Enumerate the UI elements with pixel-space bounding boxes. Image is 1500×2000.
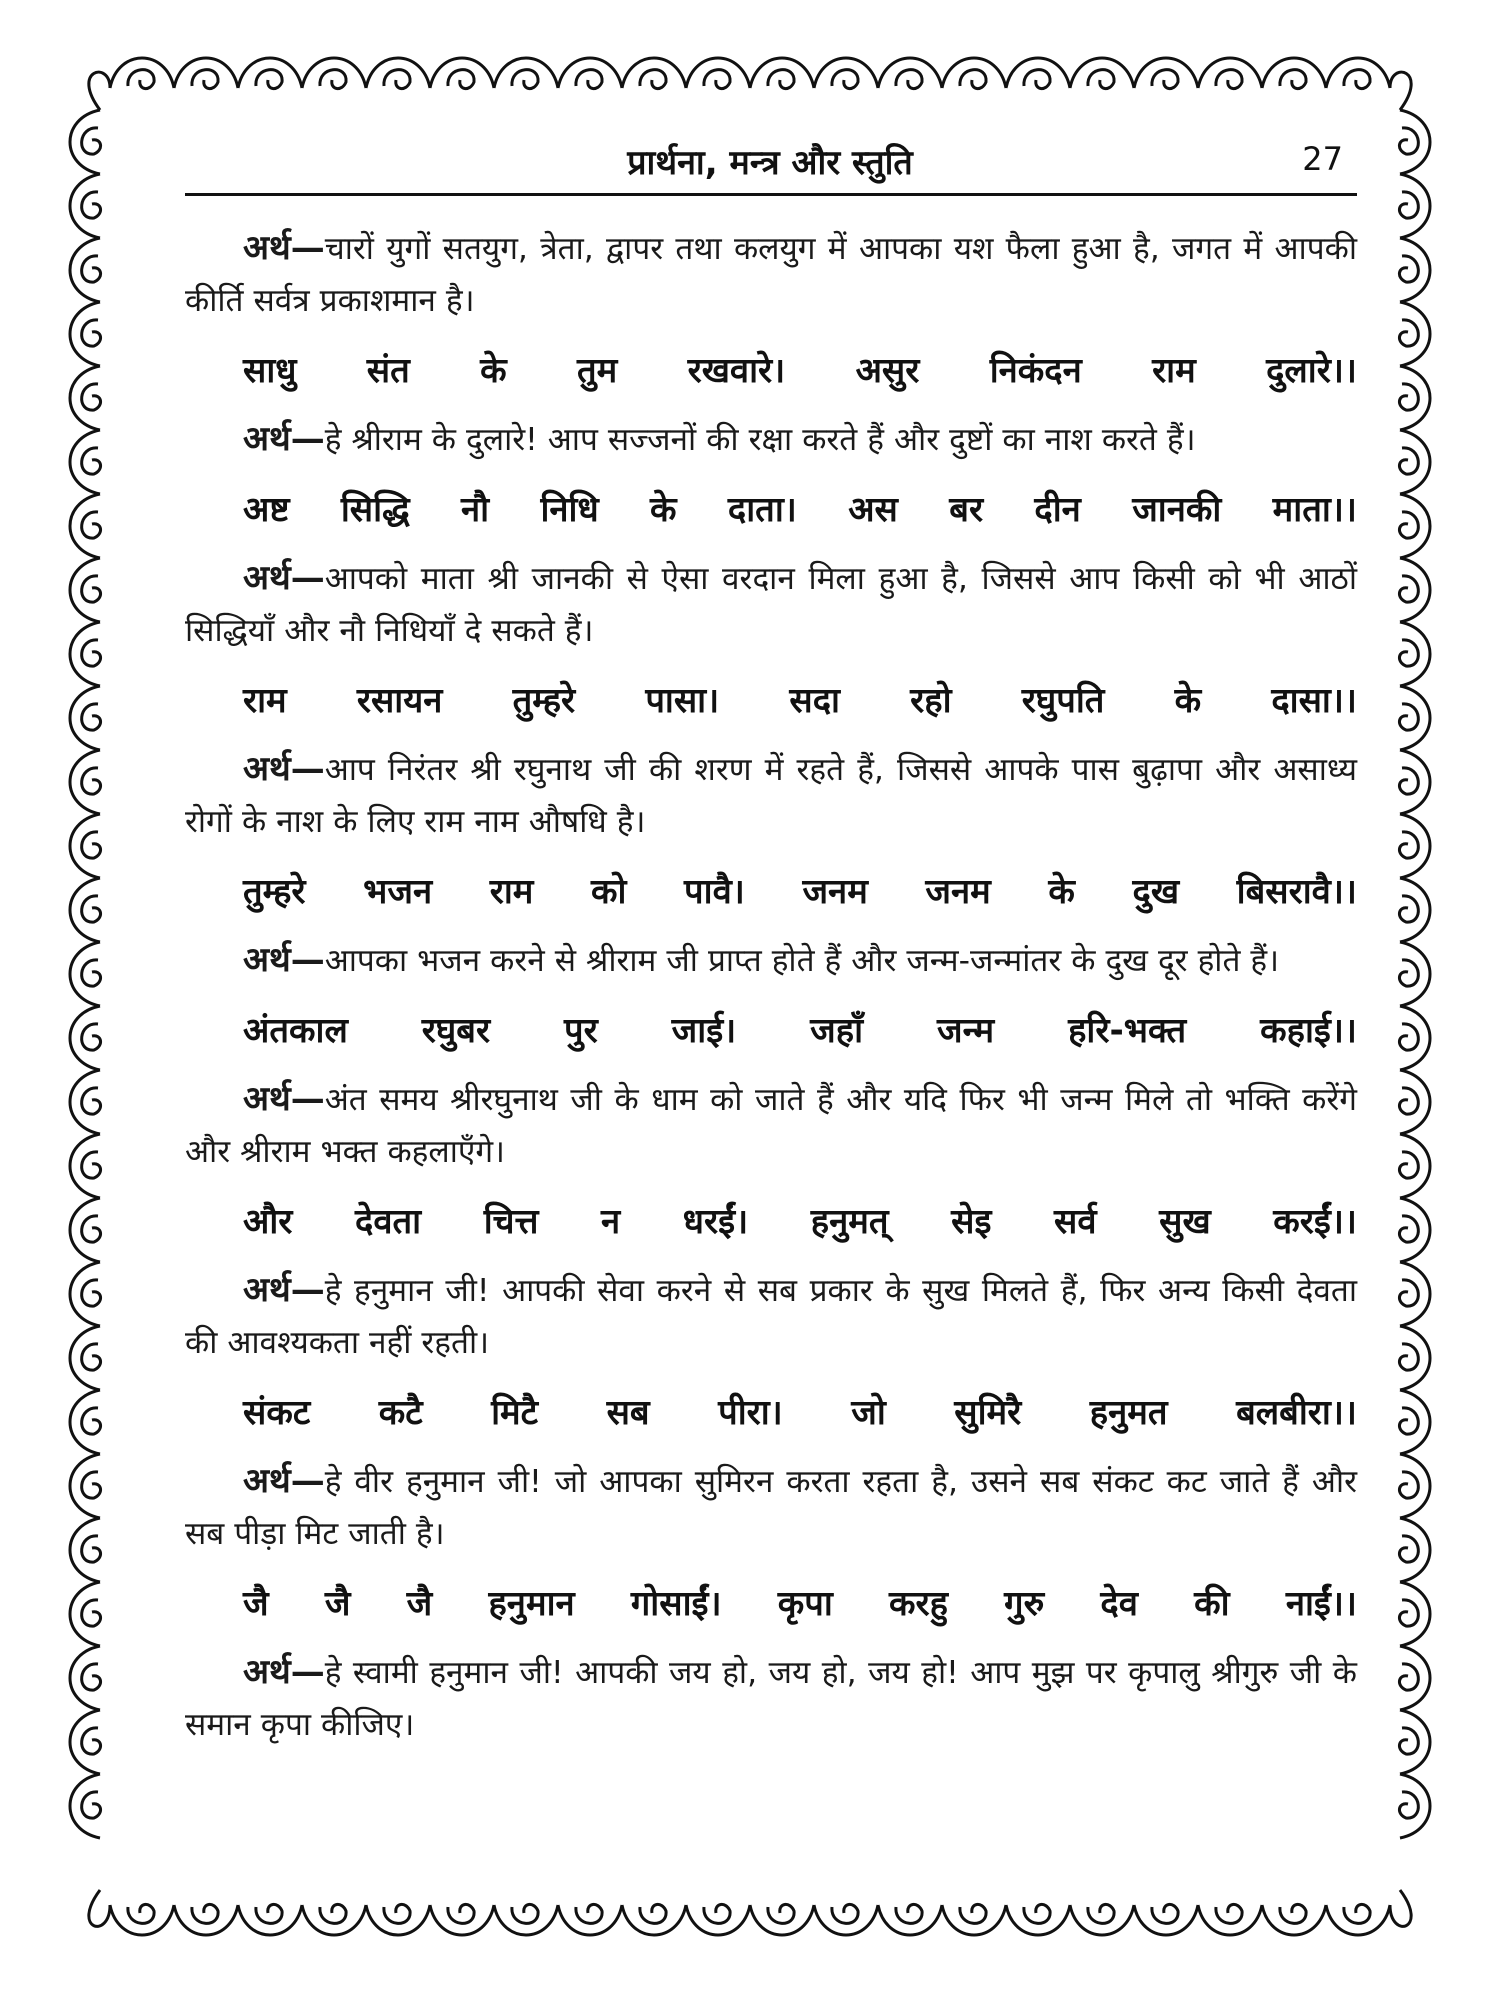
verse-line: अंतकाल रघुबर पुर जाई। जहाँ जन्म हरि-भक्त कहाई।। — [243, 1011, 1357, 1051]
running-title: प्रार्थना, मन्त्र और स्तुति — [627, 143, 913, 183]
meaning-label: अर्थ— — [243, 749, 325, 789]
page-header — [185, 128, 1355, 198]
meaning-text: आपका भजन करने से श्रीराम जी प्राप्त होते हैं और जन्म-जन्मांतर के दुख दूर होते हैं। — [324, 943, 1280, 979]
meaning-paragraph — [185, 1264, 1357, 1369]
meaning-text: हे वीर हनुमान जी! जो आपका सुमिरन करता रहता है, उसने सब संकट कट जाते हैं और सब पीड़ा मिट जाती है। — [185, 1464, 1357, 1552]
meaning-paragraph — [185, 743, 1357, 848]
meaning-label: अर्थ— — [243, 419, 325, 459]
meaning-label: अर्थ— — [243, 1652, 325, 1692]
meaning-text: आप निरंतर श्री रघुनाथ जी की शरण में रहते हैं, जिससे आपके पास बुढ़ापा और असाध्य रोगों के नाश के लिए राम नाम औषधि है। — [185, 752, 1357, 840]
verse-line: तुम्हरे भजन राम को पावै। जनम जनम के दुख बिसरावै।। — [243, 872, 1357, 912]
verse-line: साधु संत के तुम रखवारे। असुर निकंदन राम दुलारे।। — [243, 351, 1357, 391]
meaning-text: अंत समय श्रीरघुनाथ जी के धाम को जाते हैं और यदि फिर भी जन्म मिले तो भक्ति करेंगे और श्रीराम भक्त कहलाएँगे। — [185, 1082, 1357, 1170]
meaning-paragraph — [185, 222, 1357, 327]
meaning-text: आपको माता श्री जानकी से ऐसा वरदान मिला हुआ है, जिससे आप किसी को भी आठों सिद्धियाँ और नौ निधियाँ दे सकते हैं। — [185, 561, 1357, 649]
meaning-text: हे स्वामी हनुमान जी! आपकी जय हो, जय हो, जय हो! आप मुझ पर कृपालु श्रीगुरु जी के समान कृपा कीजिए। — [185, 1655, 1357, 1743]
meaning-text: चारों युगों सतयुग, त्रेता, द्वापर तथा कलयुग में आपका यश फैला हुआ है, जगत में आपकी कीर्ति सर्वत्र प्रकाशमान है। — [185, 231, 1357, 319]
meaning-label: अर्थ— — [243, 1079, 325, 1119]
header-rule — [185, 193, 1357, 196]
verse-line: अष्ट सिद्धि नौ निधि के दाता। अस बर दीन जानकी माता।। — [243, 490, 1357, 530]
meaning-paragraph — [185, 1073, 1357, 1178]
verse-line: संकट कटै मिटै सब पीरा। जो सुमिरै हनुमत बलबीरा।। — [243, 1393, 1357, 1433]
meaning-paragraph — [185, 1455, 1357, 1560]
verse-line: जै जै जै हनुमान गोसाईं। कृपा करहु गुरु देव की नाईं।। — [243, 1584, 1357, 1624]
meaning-text: हे श्रीराम के दुलारे! आप सज्जनों की रक्षा करते हैं और दुष्टों का नाश करते हैं। — [324, 422, 1196, 458]
meaning-paragraph — [185, 552, 1357, 657]
verse-line: और देवता चित्त न धरईं। हनुमत् सेइ सर्व सुख करईं।। — [243, 1202, 1357, 1242]
meaning-label: अर्थ— — [243, 228, 325, 268]
meaning-label: अर्थ— — [243, 558, 325, 598]
meaning-label: अर्थ— — [243, 1270, 325, 1310]
meaning-paragraph — [185, 1646, 1357, 1751]
meaning-label: अर्थ— — [243, 940, 325, 980]
meaning-paragraph — [185, 413, 1357, 466]
verse-line: राम रसायन तुम्हरे पासा। सदा रहो रघुपति के दासा।। — [243, 681, 1357, 721]
meaning-label: अर्थ— — [243, 1461, 325, 1501]
page-number: 27 — [1302, 140, 1343, 178]
meaning-text: हे हनुमान जी! आपकी सेवा करने से सब प्रकार के सुख मिलते हैं, फिर अन्य किसी देवता की आवश्यकता नहीं रहती। — [185, 1273, 1357, 1361]
meaning-paragraph — [185, 934, 1357, 987]
page-content — [185, 222, 1357, 1769]
